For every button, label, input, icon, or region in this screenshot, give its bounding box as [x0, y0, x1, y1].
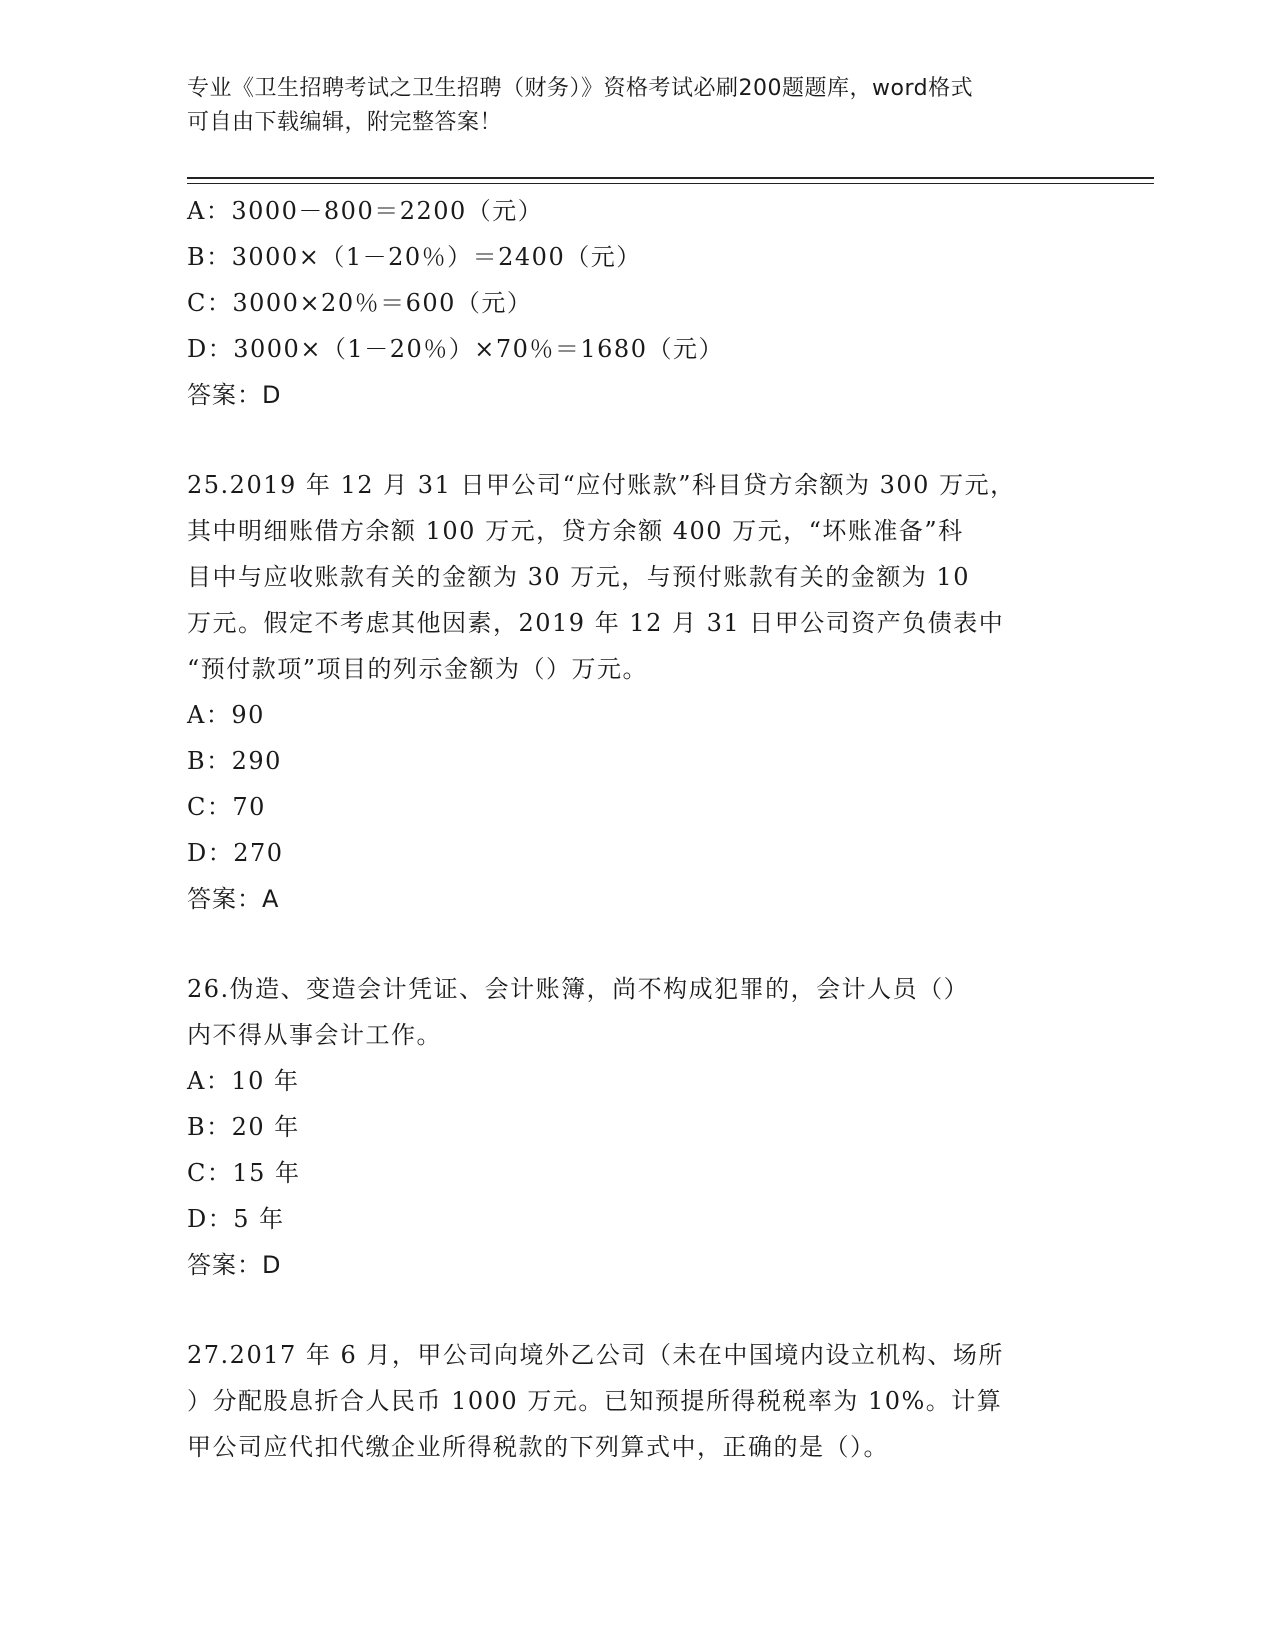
question-stem-line: “预付款项”项目的列示金额为（）万元。 [187, 655, 649, 683]
option-d: D：5 年 [187, 1205, 285, 1233]
question-stem-line: 其中明细账借方余额 100 万元，贷方余额 400 万元，“坏账准备”科 [187, 517, 964, 545]
question-25 [187, 462, 1087, 922]
option-b: B：20 年 [187, 1113, 300, 1141]
option-c: C：70 [187, 793, 266, 821]
spacer [187, 418, 1087, 462]
question-stem-line: 25.2019 年 12 月 31 日甲公司“应付账款”科目贷方余额为 300 万元， [187, 471, 1016, 499]
document-header [187, 72, 1087, 140]
header-rule-thin [187, 183, 1154, 184]
question-stem-line: 27.2017 年 6 月，甲公司向境外乙公司（未在中国境内设立机构、场所 [187, 1341, 1004, 1369]
question-24 [187, 188, 1087, 418]
option-c: C：3000×20％＝600（元） [187, 289, 533, 317]
question-stem-line: 甲公司应代扣代缴企业所得税款的下列算式中，正确的是（）。 [187, 1433, 889, 1461]
question-stem-line: ）分配股息折合人民币 1000 万元。已知预提所得税税率为 10%。计算 [187, 1387, 1003, 1415]
question-27 [187, 1332, 1087, 1470]
question-26 [187, 966, 1087, 1288]
option-d: D：3000×（1－20％）×70％＝1680（元） [187, 335, 724, 363]
option-c: C：15 年 [187, 1159, 301, 1187]
option-b: B：290 [187, 747, 282, 775]
document-body [187, 188, 1087, 1470]
question-stem-line: 内不得从事会计工作。 [187, 1021, 442, 1049]
option-a: A：3000－800＝2200（元） [187, 197, 544, 225]
header-title-line-1: 专业《卫生招聘考试之卫生招聘（财务）》资格考试必刷200题题库，word格式 [187, 76, 974, 101]
answer: 答案：D [187, 381, 282, 409]
option-d: D：270 [187, 839, 284, 867]
spacer [187, 922, 1087, 966]
answer: 答案：A [187, 885, 280, 913]
question-stem-line: 万元。假定不考虑其他因素，2019 年 12 月 31 日甲公司资产负债表中 [187, 609, 1005, 637]
header-title-line-2: 可自由下载编辑，附完整答案！ [187, 110, 503, 135]
answer: 答案：D [187, 1251, 282, 1279]
question-stem-line: 目中与应收账款有关的金额为 30 万元，与预付账款有关的金额为 10 [187, 563, 970, 591]
header-rule-thick [187, 177, 1154, 179]
option-a: A：90 [187, 701, 265, 729]
question-stem-line: 26.伪造、变造会计凭证、会计账簿，尚不构成犯罪的，会计人员（） [187, 975, 970, 1003]
option-b: B：3000×（1－20％）＝2400（元） [187, 243, 642, 271]
option-a: A：10 年 [187, 1067, 300, 1095]
spacer [187, 1288, 1087, 1332]
